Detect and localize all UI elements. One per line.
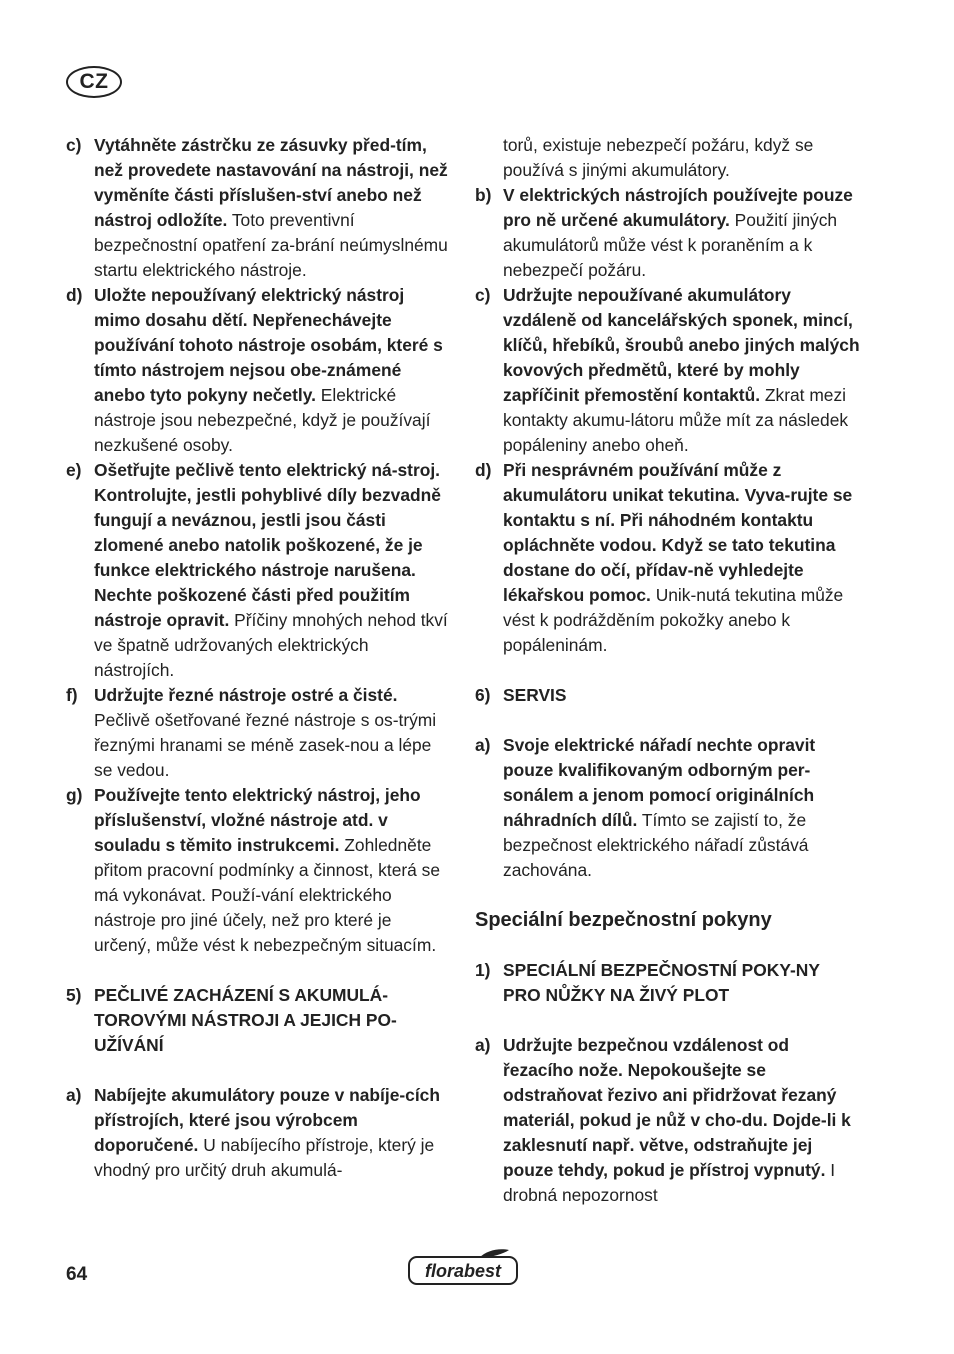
language-badge: CZ <box>66 66 122 98</box>
list-item-battery-b <box>475 183 860 283</box>
list-item-d <box>66 283 451 458</box>
list-item-g <box>66 783 451 958</box>
section-title: SERVIS <box>503 685 567 705</box>
section-number: 6) <box>475 685 491 705</box>
special-safety-heading: Speciální bezpečnostní pokyny <box>475 909 772 931</box>
item-label: a) <box>475 735 491 755</box>
item-text: Vytáhněte zástrčku ze zásuvky před-tím, než provedete nastavování na nástroji, než vyměníte části příslušen-ství anebo než nástroj odložíte. Toto preventivní bezpečnostní opatření za-brání neúmyslnému startu elektrického nástroje. <box>94 135 448 280</box>
item-text: Ošetřujte pečlivě tento elektrický ná-stroj. Kontrolujte, jestli pohyblivé díly bezvadně fungují a neváznou, jestli jsou části zlomené anebo natolik poškozené, že je funkce elektrického nástroje narušena. Nechte poškozené části před použitím nástroje opravit. Příčiny mnohých nehod tkví ve špatně udržovaných elektrických nástrojích. <box>94 460 448 680</box>
item-label: g) <box>66 785 83 805</box>
list-item-service-a <box>475 733 860 883</box>
item-text: Udržujte bezpečnou vzdálenost od řezacího nože. Nepokoušejte se odstraňovat řezivo ani přidržovat řezaný materiál, pokud je nůž v cho-du. Dojde-li k zaklesnutí např. větve, odstraňujte jej pouze tehdy, pokud je přístroj vypnutý. I drobná nepozornost <box>503 1035 851 1205</box>
item-label: d) <box>475 460 492 480</box>
item-text: Uložte nepoužívaný elektrický nástroj mimo dosahu dětí. Nepřenechávejte používání tohoto nástroje osobám, které s tímto nástrojem nejsou obe-známené anebo tyto pokyny nečetly. Elektrické nástroje jsou nebezpečné, když je používají nezkušené osoby. <box>94 285 443 455</box>
section-title: PEČLIVÉ ZACHÁZENÍ S AKUMULÁ-TOROVÝMI NÁSTROJI A JEJICH PO-UŽÍVÁNÍ <box>94 985 397 1055</box>
section-number: 1) <box>475 960 491 980</box>
section-title: SPECIÁLNÍ BEZPEČNOSTNÍ POKY-NY PRO NŮŽKY NA ŽIVÝ PLOT <box>503 960 820 1005</box>
item-label: e) <box>66 460 82 480</box>
list-item-f <box>66 683 451 783</box>
item-continuation: torů, existuje nebezpečí požáru, když se používá s jinými akumulátory. <box>503 135 814 180</box>
section-number: 5) <box>66 985 82 1005</box>
list-item-c <box>66 133 451 283</box>
item-label: c) <box>475 285 491 305</box>
list-item-battery-a <box>66 1083 451 1183</box>
item-text: Udržujte nepoužívané akumulátory vzdáleně od kancelářských sponek, mincí, klíčů, hřebíků, šroubů anebo jiných malých kovových předmětů, které by mohly zapříčinit přemostění kontaktů. Zkrat mezi kontakty akumu-látoru může mít za následek popáleniny anebo oheň. <box>503 285 860 455</box>
left-column <box>66 133 451 1183</box>
section-heading-5 <box>66 983 451 1058</box>
svg-text:florabest: florabest <box>424 1261 502 1281</box>
list-item-hedge-a <box>475 1033 860 1208</box>
item-text: V elektrických nástrojích používejte pouze pro ně určené akumulátory. Použití jiných akumulátorů může vést k poraněním a k nebezpečí požáru. <box>503 185 853 280</box>
page-number: 64 <box>66 1264 88 1285</box>
section-heading-6 <box>475 683 860 708</box>
florabest-logo <box>407 1248 519 1286</box>
list-item-battery-c <box>475 283 860 458</box>
item-text: Nabíjejte akumulátory pouze v nabíje-cích přístrojích, které jsou výrobcem doporučené. U nabíjecího přístroje, který je vhodný pro určitý druh akumulá- <box>94 1085 440 1180</box>
list-item-e <box>66 458 451 683</box>
item-text: Svoje elektrické nářadí nechte opravit pouze kvalifikovaným odborným per-sonálem a jenom pomocí originálních náhradních dílů. Tímto se zajistí to, že bezpečnost elektrického nářadí zůstává zachována. <box>503 735 816 880</box>
right-column <box>475 133 860 1208</box>
item-text: Udržujte řezné nástroje ostré a čisté. Pečlivě ošetřované řezné nástroje s os-trými řeznými hranami se méně zasek-nou a lépe se vedou. <box>94 685 437 780</box>
item-label: f) <box>66 685 78 705</box>
item-label: c) <box>66 135 82 155</box>
item-label: b) <box>475 185 492 205</box>
section-heading-1 <box>475 958 860 1008</box>
item-text: Při nesprávném používání může z akumulátoru unikat tekutina. Vyva-rujte se kontaktu s ní. Při náhodném kontaktu opláchněte vodou. Když se tato tekutina dostane do očí, přídav-ně vyhledejte lékařskou pomoc. Unik-nutá tekutina může vést k podrážděním pokožky anebo k popáleninám. <box>503 460 853 655</box>
item-text: Používejte tento elektrický nástroj, jeho příslušenství, vložné nástroje atd. v souladu s těmito instrukcemi. Zohledněte přitom pracovní podmínky a činnost, která se má vykonávat. Použí-vání elektrického nástroje pro jiné účely, než pro které je určený, může vést k nebezpečným situacím. <box>94 785 441 955</box>
item-label: d) <box>66 285 83 305</box>
list-item-battery-d <box>475 458 860 658</box>
item-label: a) <box>475 1035 491 1055</box>
item-label: a) <box>66 1085 82 1105</box>
